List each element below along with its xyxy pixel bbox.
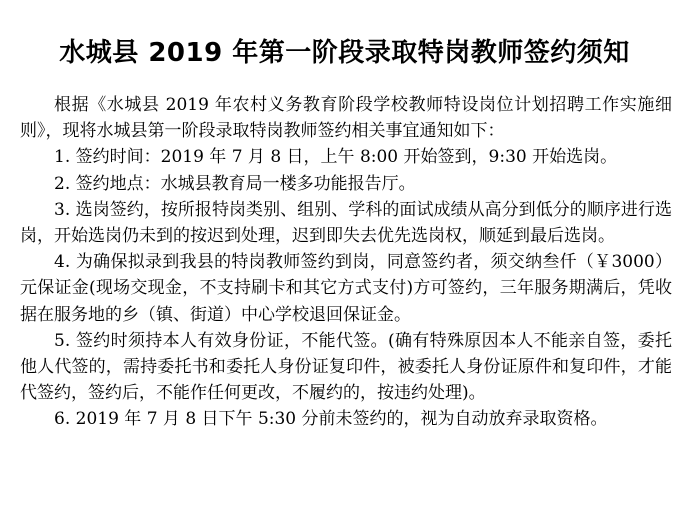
document-title: 水城县 2019 年第一阶段录取特岗教师签约须知 <box>59 38 630 69</box>
item-sign-location: 2. 签约地点：水城县教育局一楼多功能报告厅。 <box>54 173 416 194</box>
document-body <box>20 92 672 433</box>
item-deadline: 6. 2019 年 7 月 8 日下午 5:30 分前未签约的，视为自动放弃录取资格。 <box>54 409 608 430</box>
item-id-requirement: 5. 签约时须持本人有效身份证，不能代签。(确有特殊原因本人不能亲自签，委托他人代签的，需持委托书和委托人身份证复印件，被委托人身份证原件和复印件，才能代签约，签约后，不能作任何更改，不履约的，按违约处理)。 <box>20 330 672 404</box>
intro-paragraph: 根据《水城县 2019 年农村义务教育阶段学校教师特设岗位计划招聘工作实施细则》，现将水城县第一阶段录取特岗教师签约相关事宜通知如下： <box>20 95 672 142</box>
item-deposit: 4. 为确保拟录到我县的特岗教师签约到岗，同意签约者，须交纳叁仟（￥3000）元保证金(现场交现金，不支持刷卡和其它方式支付)方可签约，三年服务期满后，凭收据在服务地的乡（镇、街道）中心学校退回保证金。 <box>20 252 672 325</box>
item-sign-time: 1. 签约时间：2019 年 7 月 8 日，上午 8:00 开始签到，9:30 开始选岗。 <box>54 147 618 168</box>
item-post-selection: 3. 选岗签约，按所报特岗类别、组别、学科的面试成绩从高分到低分的顺序进行选岗，开始选岗仍未到的按迟到处理，迟到即失去优先选岗权，顺延到最后选岗。 <box>20 199 672 247</box>
